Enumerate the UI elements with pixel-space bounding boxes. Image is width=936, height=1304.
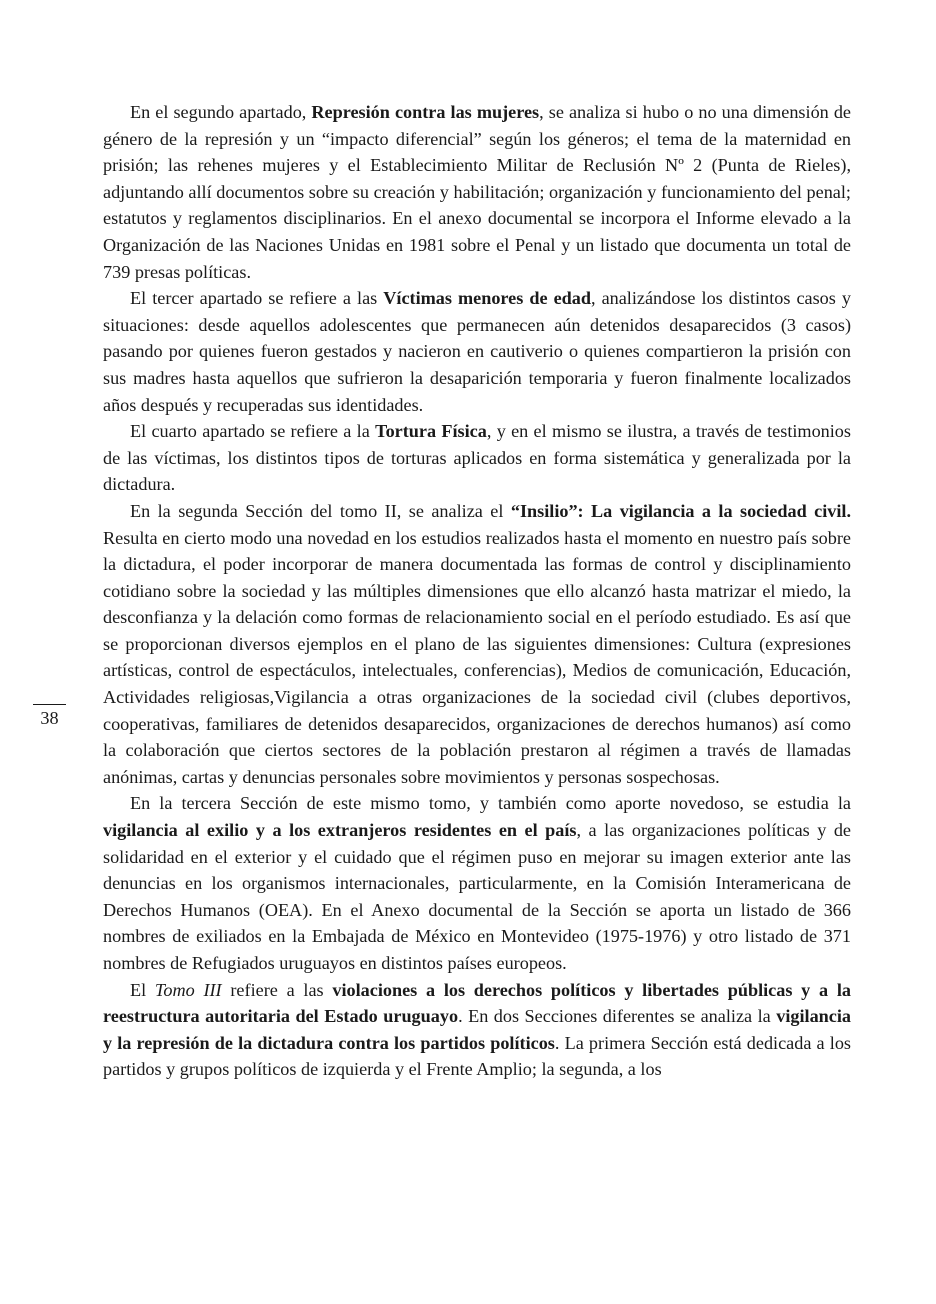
paragraph: [103, 498, 851, 791]
paragraph: [103, 285, 851, 418]
text-run: , a las organizaciones políticas y de solidaridad en el exterior y el cuidado que el régimen puso en mejorar su imagen exterior ante las denuncias en los organismos internacionales, particularmente, en la Comisión Interamericana de Derechos Humanos (OEA). En el Anexo documental de la Sección se aporta un listado de 366 nombres de exiliados en la Embajada de México en Montevideo (1975-1976) y otro listado de 371 nombres de Refugiados uruguayos en distintos países europeos.: [103, 820, 851, 973]
page-number: 38: [40, 708, 59, 728]
bold-run: Víctimas menores de edad: [383, 288, 591, 309]
text-run: , y en el mismo se ilustra, a través de testimonios de las víctimas, los distintos tipos de torturas aplicados en forma sistemática y generalizada por la dictadura.: [103, 421, 851, 495]
bold-run: vigilancia y la represión de la dictadura contra los partidos políticos: [103, 1006, 851, 1053]
text-run: Resulta en cierto modo una novedad en los estudios realizados hasta el momento en nuestro país sobre la dictadura, el poder incorporar de manera documentada las formas de control y disciplinamiento cotidiano sobre la sociedad y las múltiples dimensiones que ello alcanzó hasta matrizar el miedo, la desconfianza y la delación como formas de relacionamiento social en el período estudiado. Es así que se proporcionan diversos ejemplos en el plano de las siguientes dimensiones: Cultura (expresiones artísticas, control de espectáculos, intelectuales, conferencias), Medios de comunicación, Educación, Actividades religiosas,Vigilancia a otras organizaciones de la sociedad civil (clubes deportivos, cooperativas, familiares de detenidos desaparecidos, organizaciones de derechos humanos) así como la colaboración que ciertos sectores de la población prestaron al régimen a través de llamadas anónimas, cartas y denuncias personales sobre movimientos y personas sospechosas.: [103, 527, 851, 787]
body-text: [103, 99, 851, 1083]
text-run: En el segundo apartado,: [130, 102, 312, 122]
text-run: El: [130, 979, 155, 1000]
bold-run: Represión contra las mujeres: [311, 102, 540, 122]
text-run: En la segunda Sección del tomo II, se analiza el: [130, 500, 511, 521]
bold-run: violaciones a los derechos políticos y libertades públicas y a la reestructura autoritaria del Estado uruguayo: [103, 979, 852, 1027]
paragraph: [103, 418, 851, 498]
paragraph: [103, 790, 851, 976]
text-run: , se analiza si hubo o no una dimensión de género de la represión y un “impacto diferencial” según los géneros; el tema de la maternidad en prisión; las rehenes mujeres y el Establecimiento Militar de Reclusión Nº 2 (Punta de Rieles), adjuntando allí documentos sobre su creación y habilitación; organización y funcionamiento del penal; estatutos y reglamentos disciplinarios. En el anexo documental se incorpora el Informe elevado a la Organización de las Naciones Unidas en 1981 sobre el Penal y un listado que documenta un total de 739 presas políticas.: [103, 102, 851, 282]
text-run: . La primera Sección está dedicada a los partidos y grupos políticos de izquierda y el Frente Amplio; la segunda, a los: [103, 1032, 851, 1080]
text-run: El cuarto apartado se refiere a la: [130, 421, 376, 442]
bold-run: vigilancia al exilio y a los extranjeros residentes en el país: [103, 820, 577, 841]
bold-run: Tortura Física: [375, 421, 487, 442]
text-run: refiere a las: [221, 979, 333, 1000]
text-run: El tercer apartado se refiere a las: [130, 288, 384, 309]
text-run: En la tercera Sección de este mismo tomo, y también como aporte novedoso, se estudia la: [130, 793, 851, 814]
text-run: . En dos Secciones diferentes se analiza la: [458, 1006, 777, 1027]
page-number-rule: [33, 704, 66, 705]
italic-run: Tomo III: [154, 979, 222, 1000]
paragraph: [103, 977, 851, 1083]
paragraph: [103, 99, 851, 285]
text-run: , analizándose los distintos casos y situaciones: desde aquellos adolescentes que permanecen aún detenidos desaparecidos (3 casos) pasando por quienes fueron gestados y nacieron en cautiverio o quienes compartieron la prisión con sus madres hasta aquellos que sufrieron la desaparición temporaria y fueron finalmente localizados años después y recuperadas sus identidades.: [103, 288, 851, 415]
bold-run: “Insilio”: La vigilancia a la sociedad civil.: [510, 500, 851, 521]
